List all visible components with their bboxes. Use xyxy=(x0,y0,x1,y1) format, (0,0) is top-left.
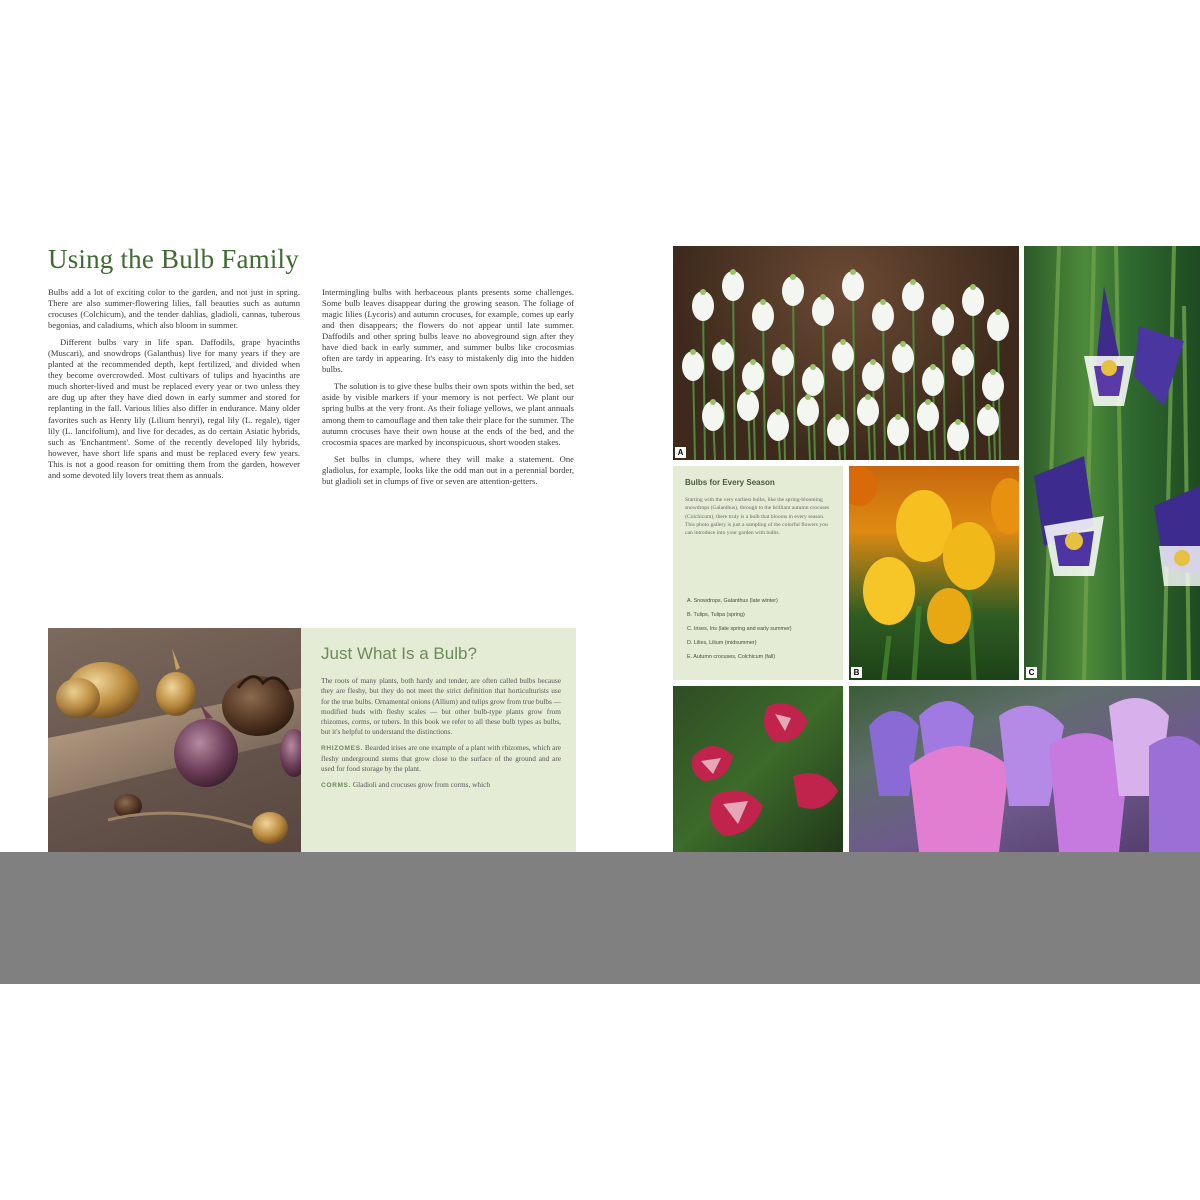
sidebar-intro: The roots of many plants, both hardy and tender, are often called bulbs because they are fleshy, but they do not meet the strict definition that horticulturists use for the true bulbs. Ornamental onions (Allium) and tulips grow from true bulbs — modified buds with fleshy scales — but other bulb-type plants grow from rhizomes, corms, or tubers. In this book we refer to all these bulb types as bulbs, but it's helpful to understand the distinctions. xyxy=(321,676,561,737)
paragraph: Set bulbs in clumps, where they will make a statement. One gladiolus, for example, looks like the odd man out in a perennial border, but gladioli set in clumps of five or seven are attention-getters. xyxy=(322,453,574,486)
body-column-1 xyxy=(48,287,300,607)
bulbs-illustration xyxy=(48,628,301,852)
sidebar-box xyxy=(301,628,576,852)
snowdrops-illustration xyxy=(673,246,1019,460)
term-text: Gladioli and crocuses grow from corms, which xyxy=(352,779,490,789)
gray-band xyxy=(0,852,1200,984)
term-label: RHIZOMES. xyxy=(321,744,364,752)
season-list xyxy=(685,598,835,668)
iris-illustration xyxy=(1024,246,1200,680)
paragraph: Different bulbs vary in life span. Daffodils, grape hyacinths (Muscari), and snowdrops (Galanthus) live for many years if they are planted at the recommended depth, kept fertilized, and divided when they become overcrowded. Most cultivars of tulips and hyacinths are much shorter-lived and must be replaced every year or two unless they are dug up after they have died down in early summer and stored for replanting in the fall. Various lilies also differ in endurance. Many older favorites such as Henry lily (Lilium henryi), regal lily (L. regale), tiger lily (L. lancifolium), and live for decades, as do certain Asiatic hybrids, such as 'Enchantment'. Some of the recently developed lily hybrids, however, have short life spans and must be replaced every few years. This is not a good reason for omitting them from the garden, however and some devoted lily lovers treat them as annuals. xyxy=(48,337,300,480)
paragraph: The solution is to give these bulbs their own spots within the bed, set aside by visible markers if your memory is not perfect. We plant our spring bulbs at the very front. As their foliage yellows, we plant annuals among them to camouflage and then take their place for the summer. The autumn crocuses have their own house at the ends of the bed, and the crocosmia spaces are marked by inconspicuous, short wooden stakes. xyxy=(322,381,574,447)
autumn-crocus-photo xyxy=(849,686,1200,852)
sidebar-term-item xyxy=(321,743,561,775)
sidebar-term-item xyxy=(321,780,561,791)
season-list-item: D. Lilies, Lilium (midsummer) xyxy=(687,640,757,646)
season-box xyxy=(673,466,843,680)
season-box-title: Bulbs for Every Season xyxy=(685,478,775,487)
season-list-item: C. Irises, Iris (late spring and early summer) xyxy=(687,626,792,632)
sidebar-title: Just What Is a Bulb? xyxy=(321,644,477,663)
bulbs-photo xyxy=(48,628,301,852)
photo-label-b: B xyxy=(851,667,862,678)
term-text: Bearded irises are one example of a plant with rhizomes, which are fleshy underground stems that grow close to the surface of the ground and are used for food storage by the plant. xyxy=(321,742,562,774)
paragraph: Intermingling bulbs with herbaceous plants presents some challenges. Some bulb leaves disappear during the growing season. The foliage of magic lilies (Lycoris) and autumn crocuses, for example, comes up early and then disappears; the flowers do not appear until late summer. Daffodils and other spring bulbs leave no aboveground sign after they have died back in early summer, and summer bulbs like crocosmias often are tardy in appearing. It's easy to mistakenly dig into the hidden bulbs. xyxy=(322,287,574,375)
page-title: Using the Bulb Family xyxy=(48,244,299,274)
paragraph: Bulbs add a lot of exciting color to the garden, and not just in spring. There are also summer-flowering lilies, fall beauties such as autumn crocuses (Colchicum), and the tender dahlias, gladioli, cannas, tuberous begonias, and caladiums, which also bloom in summer. xyxy=(48,287,300,331)
photo-label-c: C xyxy=(1026,667,1037,678)
tulips-illustration xyxy=(849,466,1019,680)
body-column-2 xyxy=(322,287,574,607)
snowdrops-photo xyxy=(673,246,1019,460)
iris-photo xyxy=(1024,246,1200,680)
season-box-text: Starting with the very earliest bulbs, like the spring-blooming snowdrops (Galanthus), through to the brilliant autumn crocuses (Colchicum), there truly is a bulb that blooms in every season. This photo gallery is just a sampling of the colorful flowers you can introduce into your garden with bulbs. xyxy=(685,497,830,537)
season-list-item: A. Snowdrops, Galanthus (late winter) xyxy=(687,598,778,604)
term-label: CORMS. xyxy=(321,781,351,789)
season-list-item: B. Tulips, Tulipa (spring) xyxy=(687,612,745,618)
sidebar-text xyxy=(321,676,561,796)
tulips-photo xyxy=(849,466,1019,680)
photo-label-a: A xyxy=(675,447,686,458)
lilies-illustration xyxy=(673,686,843,852)
season-list-item: E. Autumn crocuses, Colchicum (fall) xyxy=(687,654,776,660)
lilies-photo xyxy=(673,686,843,852)
crocus-illustration xyxy=(849,686,1200,852)
